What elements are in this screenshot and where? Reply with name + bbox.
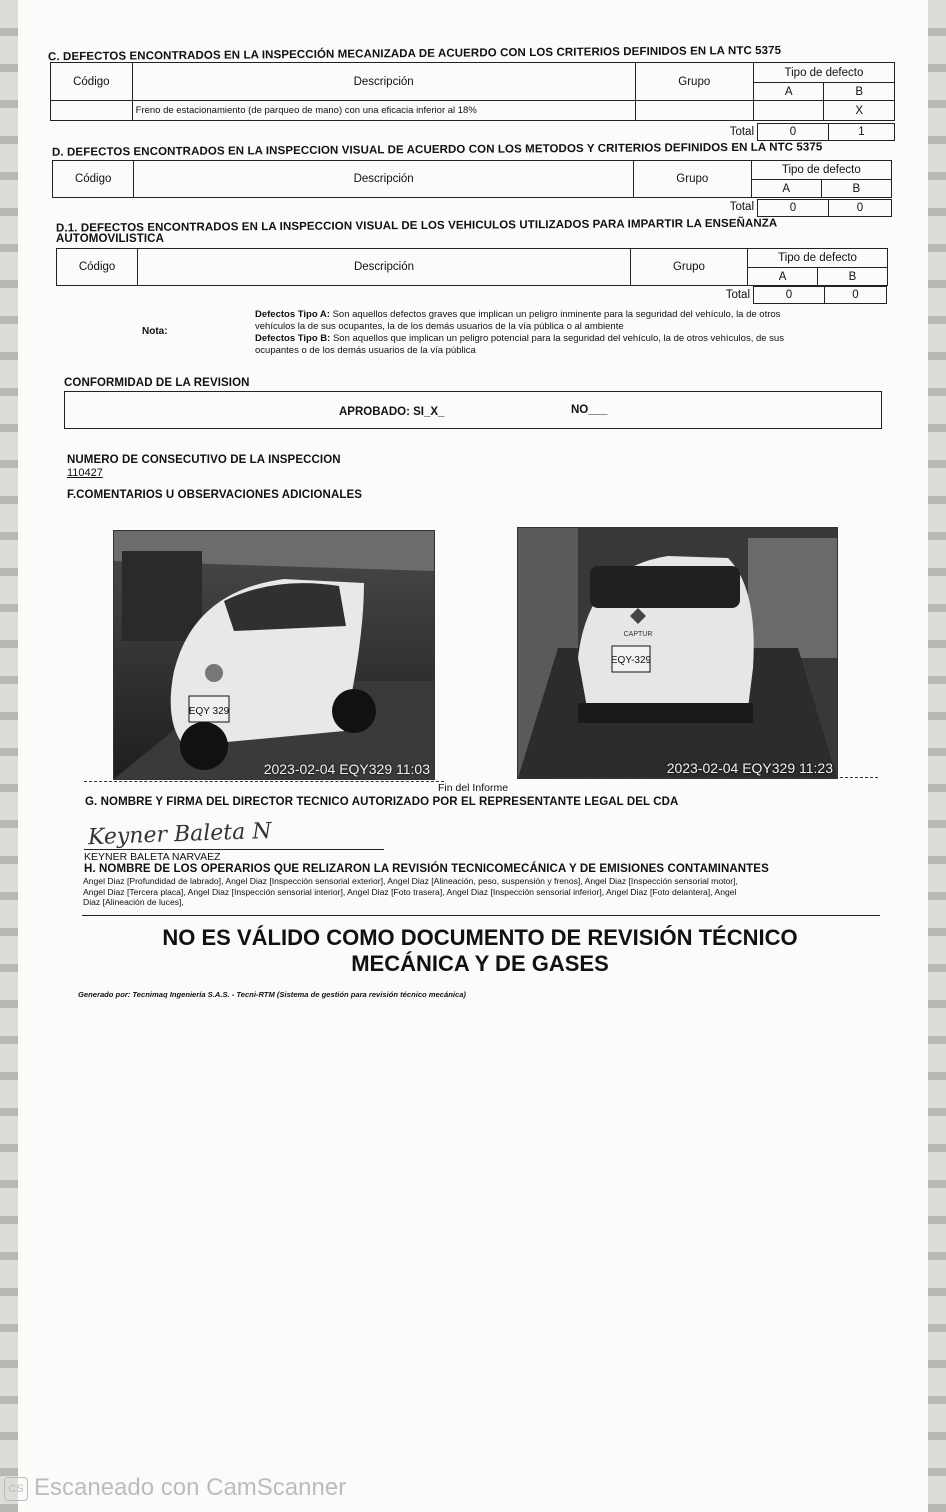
dashed-divider-left bbox=[84, 781, 444, 782]
section-d1-total bbox=[753, 286, 887, 304]
section-g-title: G. NOMBRE Y FIRMA DEL DIRECTOR TECNICO AUTORIZADO POR EL REPRESENTANTE LEGAL DEL CDA bbox=[85, 796, 679, 808]
front-plate: EQY 329 bbox=[188, 706, 230, 717]
total-a: 0 bbox=[754, 287, 825, 304]
col-codigo: Código bbox=[53, 161, 134, 198]
operarios-line-2: Angel Diaz [Tercera placa], Angel Diaz [Inspección sensorial interior], Angel Diaz [Foto trasera], Angel Diaz [Inspección sensorial inferior], Angel Diaz [Foto delantera], Angel bbox=[83, 886, 737, 897]
total-b: 0 bbox=[825, 287, 887, 304]
comentarios-title: F.COMENTARIOS U OBSERVACIONES ADICIONALES bbox=[67, 489, 363, 501]
rear-vehicle-photo bbox=[517, 527, 838, 779]
operarios-list bbox=[83, 876, 883, 908]
total-b: 1 bbox=[829, 124, 895, 141]
generated-by: Generado por: Tecnimaq Ingeniería S.A.S. - Tecni-RTM (Sistema de gestión para revisión técnico mecánica) bbox=[78, 990, 466, 999]
conformidad-title: CONFORMIDAD DE LA REVISION bbox=[64, 377, 250, 389]
front-photo-stamp: 2023-02-04 EQY329 11:03 bbox=[263, 761, 430, 777]
nota-text bbox=[255, 309, 875, 357]
cell-descripcion: Freno de estacionamiento (de parqueo de mano) con una eficacia inferior al 18% bbox=[132, 101, 635, 121]
tipo-b-text-2: ocupantes o de los demás usuarios de la vía pública bbox=[255, 345, 476, 356]
section-c-total-label: Total bbox=[729, 126, 754, 138]
col-codigo: Código bbox=[51, 63, 133, 101]
consecutivo-value: 110427 bbox=[67, 467, 103, 479]
aprobado-si: APROBADO: SI_X_ bbox=[339, 406, 445, 418]
total-a: 0 bbox=[758, 200, 829, 217]
cell-codigo bbox=[51, 101, 133, 121]
director-name: KEYNER BALETA NARVAEZ bbox=[84, 851, 221, 863]
tipo-a-text-2: vehículos la de sus ocupantes, la de los demás usuarios de la vía pública o al ambiente bbox=[255, 321, 624, 332]
warning-line-1: NO ES VÁLIDO COMO DOCUMENTO DE REVISIÓN TÉCNICO bbox=[162, 925, 798, 950]
table-row bbox=[51, 101, 895, 121]
conformidad-box bbox=[64, 391, 882, 429]
total-a: 0 bbox=[758, 124, 829, 141]
col-b: B bbox=[821, 180, 891, 198]
camscanner-watermark bbox=[4, 1474, 346, 1502]
document-page bbox=[18, 0, 928, 1512]
signature-line bbox=[84, 849, 384, 850]
col-a: A bbox=[751, 180, 821, 198]
tipo-a-text: Son aquellos defectos graves que implican un peligro inminente para la seguridad del vehículo, la de otros bbox=[332, 309, 781, 320]
nota-label: Nota: bbox=[142, 326, 168, 337]
col-a: A bbox=[753, 83, 824, 101]
col-tipo-defecto: Tipo de defecto bbox=[751, 161, 891, 180]
col-tipo-defecto: Tipo de defecto bbox=[753, 63, 894, 83]
col-descripcion: Descripción bbox=[134, 161, 634, 198]
col-tipo-defecto: Tipo de defecto bbox=[748, 249, 888, 268]
tipo-b-text: Son aquellos que implican un peligro potencial para la seguridad del vehículo, la de otros vehículos, de sus bbox=[332, 333, 784, 344]
total-b: 0 bbox=[829, 200, 892, 217]
section-d1-title-line2: AUTOMOVILISTICA bbox=[56, 233, 164, 245]
dashed-divider-right bbox=[554, 777, 878, 778]
col-a: A bbox=[748, 268, 818, 286]
section-h-divider bbox=[82, 915, 880, 916]
col-grupo: Grupo bbox=[633, 161, 751, 198]
rear-plate: EQY-329 bbox=[610, 655, 652, 666]
rear-photo-stamp: 2023-02-04 EQY329 11:23 bbox=[666, 760, 833, 776]
aprobado-no: NO___ bbox=[571, 404, 608, 416]
operarios-line-1: Angel Diaz [Profundidad de labrado], Angel Diaz [Inspección sensorial exterior], Angel Diaz [Alineación, peso, suspensión y frenos], Angel Diaz [Inspección sensorial motor], bbox=[83, 876, 738, 886]
tipo-b-label: Defectos Tipo B: bbox=[255, 333, 331, 344]
col-codigo: Código bbox=[57, 249, 138, 286]
section-d1-total-label: Total bbox=[725, 289, 750, 301]
warning-line-2: MECÁNICA Y DE GASES bbox=[351, 951, 609, 976]
section-d1-title: D.1. DEFECTOS ENCONTRADOS EN LA INSPECCION VISUAL DE LOS VEHICULOS UTILIZADOS PARA IMPARTIR LA ENSEÑANZA bbox=[55, 217, 778, 235]
section-d-total bbox=[757, 199, 892, 217]
section-d-title: D. DEFECTOS ENCONTRADOS EN LA INSPECCION VISUAL DE ACUERDO CON LOS METODOS Y CRITERIOS DEFINIDOS EN LA NTC 5375 bbox=[51, 141, 823, 159]
tipo-a-label: Defectos Tipo A: bbox=[255, 309, 330, 320]
section-h-title: H. NOMBRE DE LOS OPERARIOS QUE RELIZARON LA REVISIÓN TECNICOMECÁNICA Y DE EMISIONES CONTAMINANTES bbox=[84, 863, 769, 875]
camscanner-logo: CS bbox=[4, 1477, 28, 1501]
fin-informe: Fin del Informe bbox=[438, 782, 509, 794]
scan-background-right bbox=[928, 0, 946, 1512]
col-grupo: Grupo bbox=[635, 63, 753, 101]
operarios-line-3: Diaz [Alineación de luces], bbox=[83, 897, 184, 907]
cell-grupo bbox=[635, 101, 753, 121]
col-descripcion: Descripción bbox=[138, 249, 631, 286]
director-signature: Keyner Baleta N bbox=[87, 818, 272, 851]
cell-a bbox=[753, 101, 824, 121]
consecutivo-title: NUMERO DE CONSECUTIVO DE LA INSPECCION bbox=[67, 454, 341, 466]
camscanner-text: Escaneado con CamScanner bbox=[34, 1474, 347, 1501]
col-b: B bbox=[818, 268, 888, 286]
rear-badge: CAPTUR bbox=[623, 631, 653, 638]
col-b: B bbox=[824, 83, 895, 101]
section-c-total bbox=[757, 123, 895, 141]
col-descripcion: Descripción bbox=[132, 63, 635, 101]
section-c-title: C. DEFECTOS ENCONTRADOS EN LA INSPECCIÓN MECANIZADA DE ACUERDO CON LOS CRITERIOS DEFINIDOS EN LA NTC 5375 bbox=[47, 44, 782, 64]
cell-b: X bbox=[824, 101, 895, 121]
scan-background-left bbox=[0, 0, 18, 1512]
front-vehicle-photo bbox=[113, 530, 435, 780]
section-d1-table bbox=[56, 248, 888, 286]
col-grupo: Grupo bbox=[630, 249, 747, 286]
section-c-table bbox=[50, 62, 895, 121]
section-d-table bbox=[52, 160, 892, 198]
invalid-document-warning bbox=[80, 925, 880, 977]
section-d-total-label: Total bbox=[729, 201, 754, 213]
